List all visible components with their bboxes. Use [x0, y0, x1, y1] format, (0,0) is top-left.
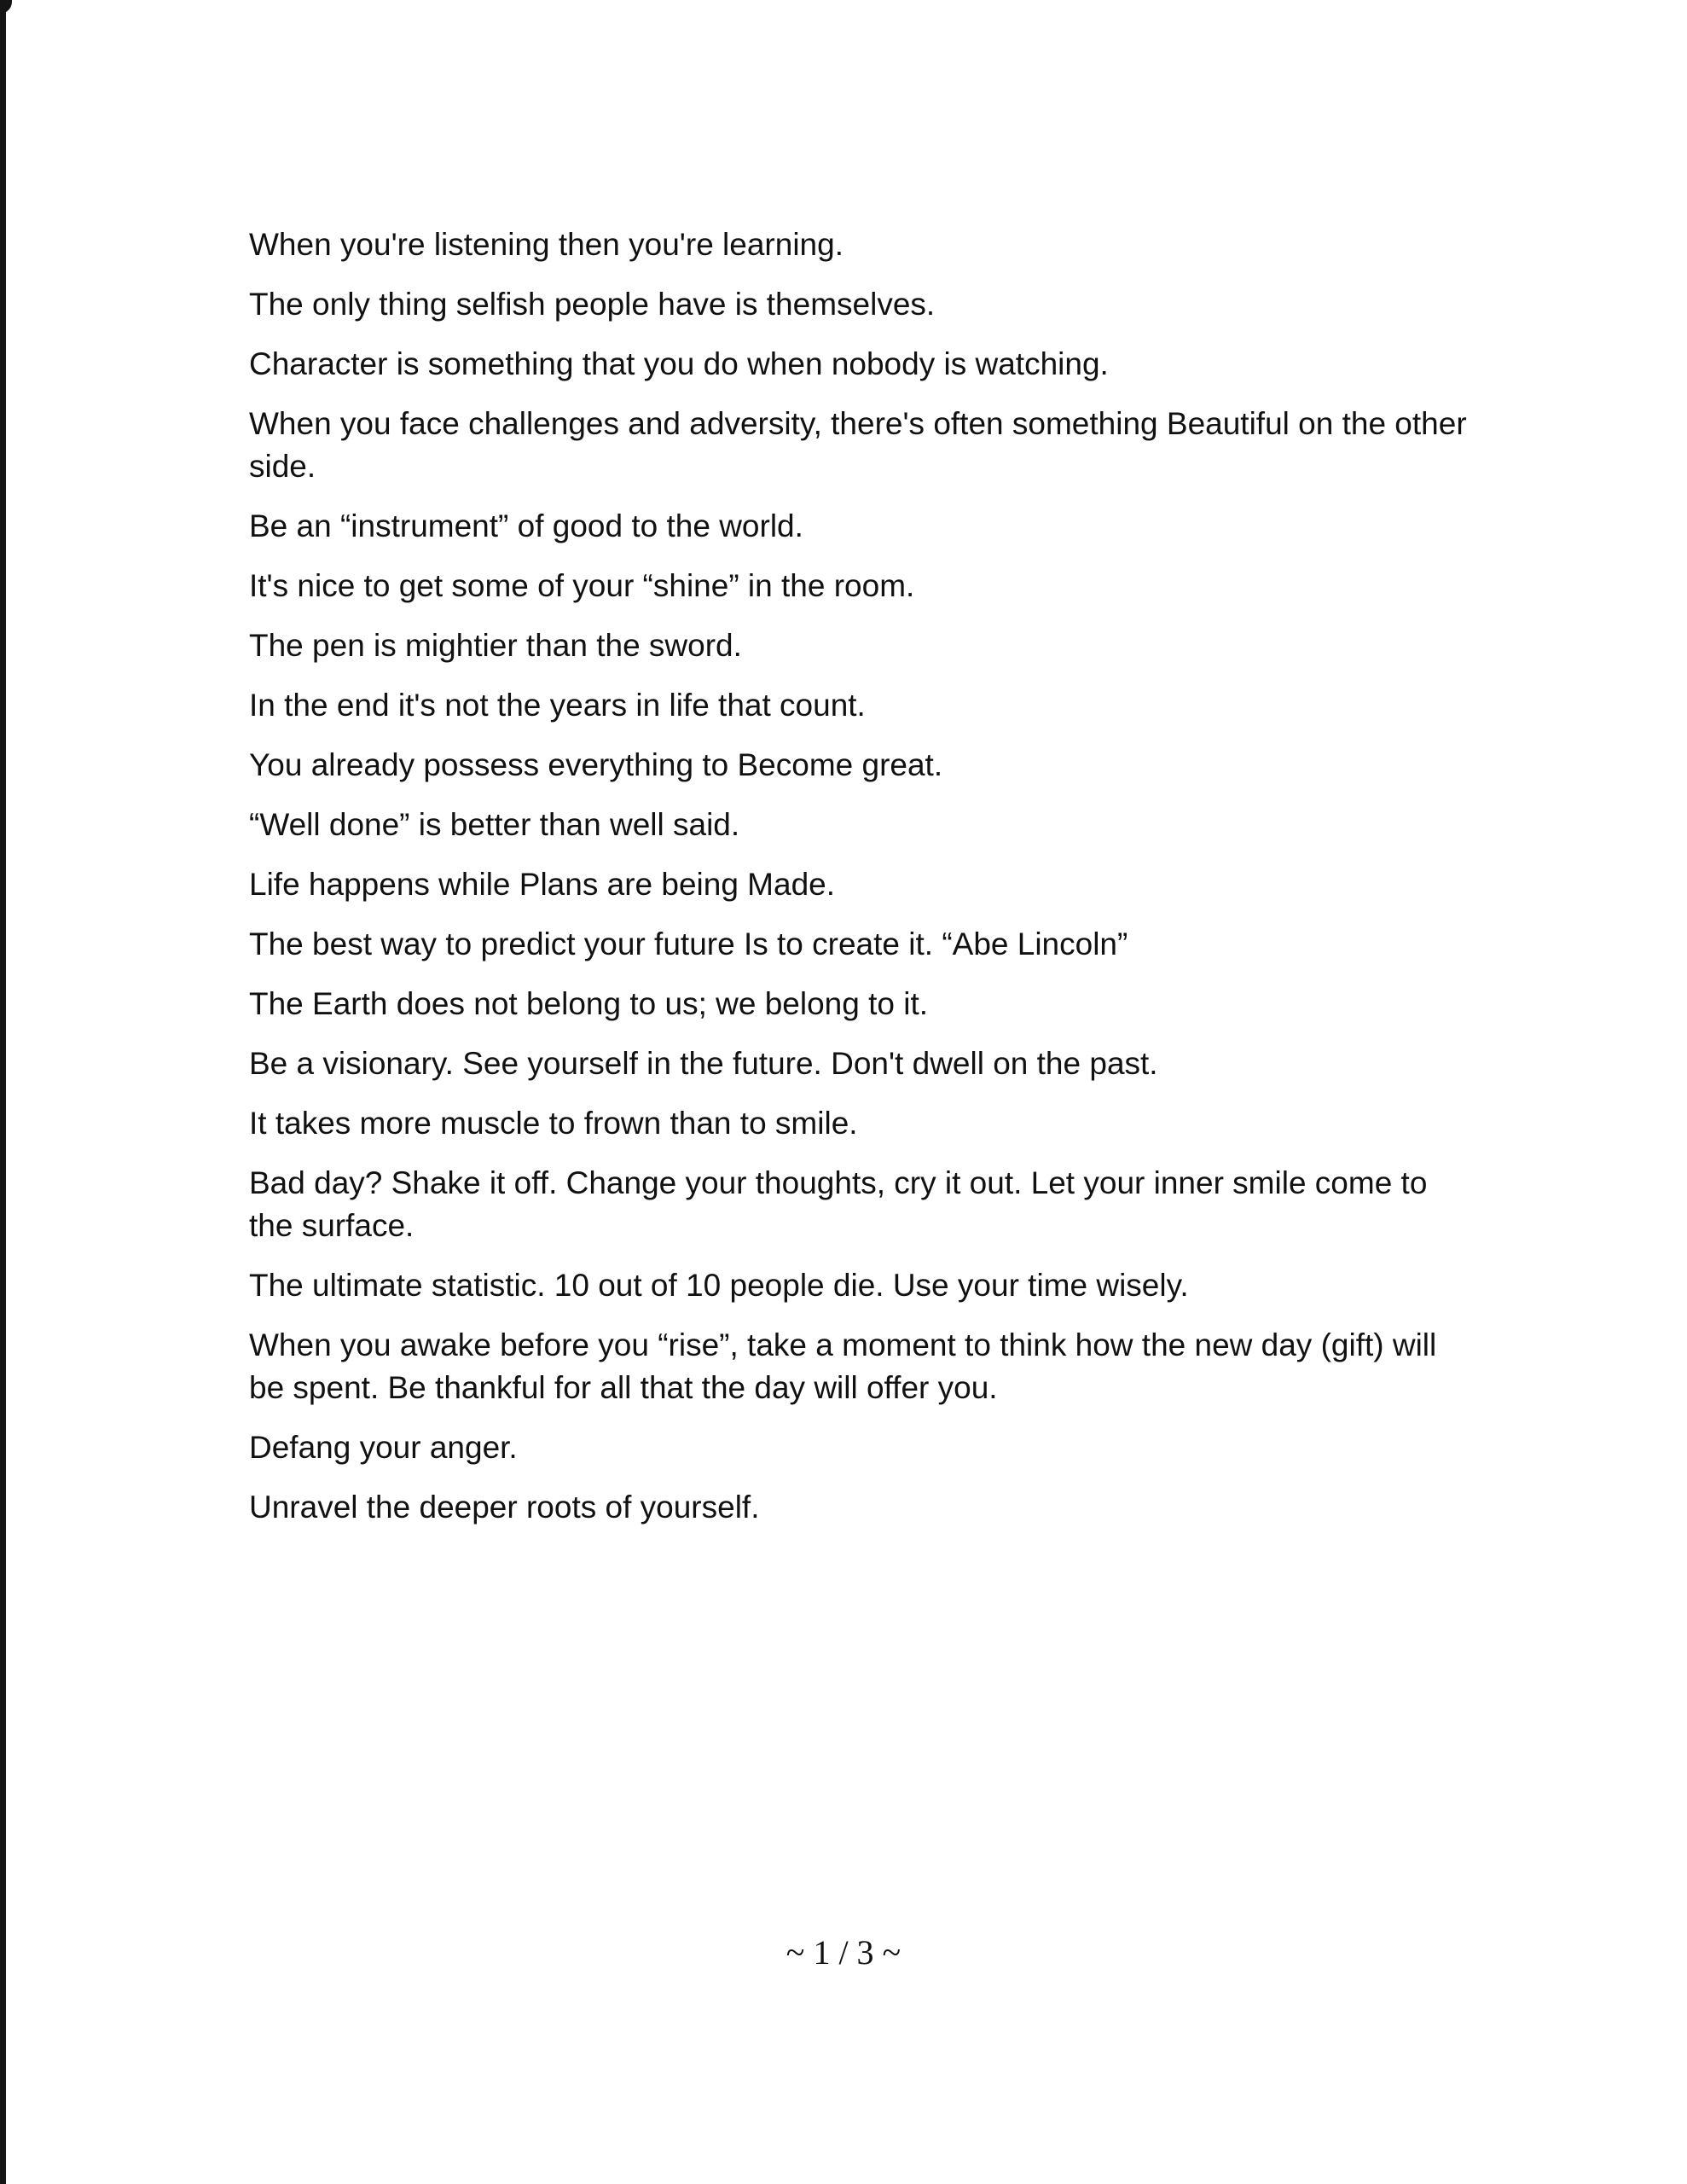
- quote-item: The only thing selfish people have is themselves.: [249, 287, 936, 322]
- scan-edge: [0, 0, 6, 2184]
- quote-item: Bad day? Shake it off. Change your thoughts, cry it out. Let your inner smile come to the surface.: [249, 1165, 1428, 1243]
- quote-item: “Well done” is better than well said.: [249, 807, 740, 842]
- quote-item: In the end it's not the years in life that count.: [249, 688, 866, 723]
- quote-item: Be an “instrument” of good to the world.: [249, 508, 803, 543]
- scan-corner: [0, 0, 12, 14]
- quote-item: Character is something that you do when nobody is watching.: [249, 346, 1109, 381]
- quote-item: It's nice to get some of your “shine” in the room.: [249, 568, 915, 603]
- page-number: ~ 1 / 3 ~: [786, 1933, 901, 1972]
- quote-item: The pen is mightier than the sword.: [249, 628, 742, 663]
- quote-item: You already possess everything to Become great.: [249, 747, 943, 782]
- quote-item: The ultimate statistic. 10 out of 10 people die. Use your time wisely.: [249, 1268, 1189, 1303]
- quote-item: When you're listening then you're learning.: [249, 227, 844, 262]
- quote-item: Life happens while Plans are being Made.: [249, 867, 836, 902]
- quote-item: When you awake before you “rise”, take a moment to think how the new day (gift) will be spent. Be thankful for all that the day will offer you.: [249, 1327, 1437, 1405]
- quote-item: Defang your anger.: [249, 1430, 518, 1465]
- quote-item: When you face challenges and adversity, there's often something Beautiful on the other side.: [249, 406, 1467, 484]
- quote-item: Unravel the deeper roots of yourself.: [249, 1490, 760, 1525]
- quote-item: The best way to predict your future Is to create it. “Abe Lincoln”: [249, 926, 1128, 961]
- quote-list: [249, 224, 1477, 1546]
- quote-item: The Earth does not belong to us; we belong to it.: [249, 986, 929, 1021]
- quote-item: Be a visionary. See yourself in the future. Don't dwell on the past.: [249, 1046, 1158, 1081]
- quote-item: It takes more muscle to frown than to smile.: [249, 1106, 858, 1141]
